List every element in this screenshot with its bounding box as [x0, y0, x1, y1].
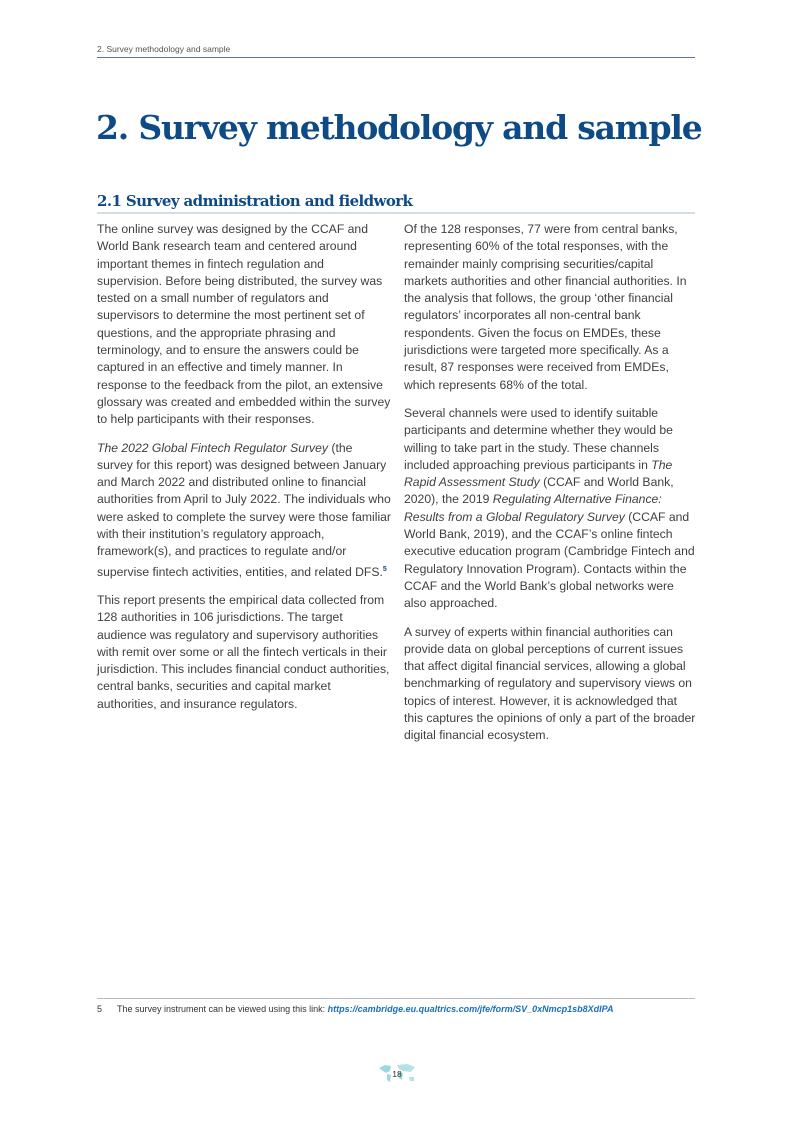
running-header: 2. Survey methodology and sample [97, 44, 695, 58]
footnote-link[interactable]: https://cambridge.eu.qualtrics.com/jfe/form/SV_0xNmcp1sb8XdIPA [327, 1004, 614, 1014]
footnote-divider [97, 998, 695, 999]
paragraph: The online survey was designed by the CCAF and World Bank research team and centered around important themes in fintech regulation and supervision. Before being distributed, the survey was tested on a small number of regulators and supervisors to determine the most pertinent set of questions, and the appropriate phrasing and terminology, and to ensure the answers could be captured in an effective and timely manner. In response to the feedback from the pilot, an extensive glossary was created and embedded within the survey to help participants with their responses. [97, 222, 391, 427]
page-title: 2. Survey methodology and sample [96, 108, 702, 147]
footnote [97, 1004, 614, 1014]
left-column [97, 221, 391, 724]
paragraph-text: (CCAF and World Bank, 2020), the 2019 [404, 475, 674, 507]
paragraph: Of the 128 responses, 77 were from central banks, representing 60% of the total responses, with the remainder mainly comprising securities/capital markets authorities and other financial authorities. In the analysis that follows, the group ‘other financial regulators’ incorporates all non-central bank respondents. Given the focus on EMDEs, these jurisdictions were targeted more specifically. As a result, 87 responses were received from EMDEs, which represents 68% of the total. [404, 222, 687, 392]
study-title: The Rapid Assessment Study [404, 457, 673, 490]
page-number-badge [377, 1062, 417, 1086]
paragraph-text: (the survey for this report) was designed between January and March 2022 and distributed online to financial authorities from April to July 2022. The individuals who were asked to complete the survey were those familiar with their institution’s regulatory approach, framework(s), and practices to regulate and/or supervise fintech activities, entities, and related DFS. [97, 440, 391, 579]
paragraph [404, 405, 698, 613]
footnote-text: The survey instrument can be viewed using this link: [117, 1004, 328, 1014]
paragraph [97, 440, 391, 581]
right-column [404, 221, 698, 756]
paragraph-text: Several channels were used to identify suitable participants and determine whether they would be willing to take part in the study. These channels included approaching previous participants in [404, 405, 673, 472]
paragraph: This report presents the empirical data collected from 128 authorities in 106 jurisdictions. The target audience was regulatory and supervisory authorities with remit over some or all the fintech verticals in their jurisdiction. This includes financial conduct authorities, central banks, securities and capital market authorities, and insurance regulators. [97, 593, 390, 711]
survey-title: The 2022 Global Fintech Regulator Survey [97, 440, 329, 455]
study-title: Regulating Alternative Finance: Results from a Global Regulatory Survey [404, 492, 662, 524]
section-heading: 2.1 Survey administration and fieldwork [97, 192, 695, 214]
page-number: 18 [392, 1069, 402, 1079]
paragraph: A survey of experts within financial authorities can provide data on global perceptions of current issues that affect digital financial services, allowing a global benchmarking of regulatory and supervisory views on topics of interest. However, it is acknowledged that this captures the opinions of only a part of the broader digital financial ecosystem. [404, 624, 696, 743]
footnote-ref[interactable]: 5 [382, 565, 387, 573]
footnote-number: 5 [97, 1004, 103, 1014]
paragraph-text: (CCAF and World Bank, 2019), and the CCAF’s online fintech executive education program (Cambridge Fintech and Regulatory Innovation Program). Contacts within the CCAF and the World Bank’s global networks were also approached. [404, 509, 695, 611]
